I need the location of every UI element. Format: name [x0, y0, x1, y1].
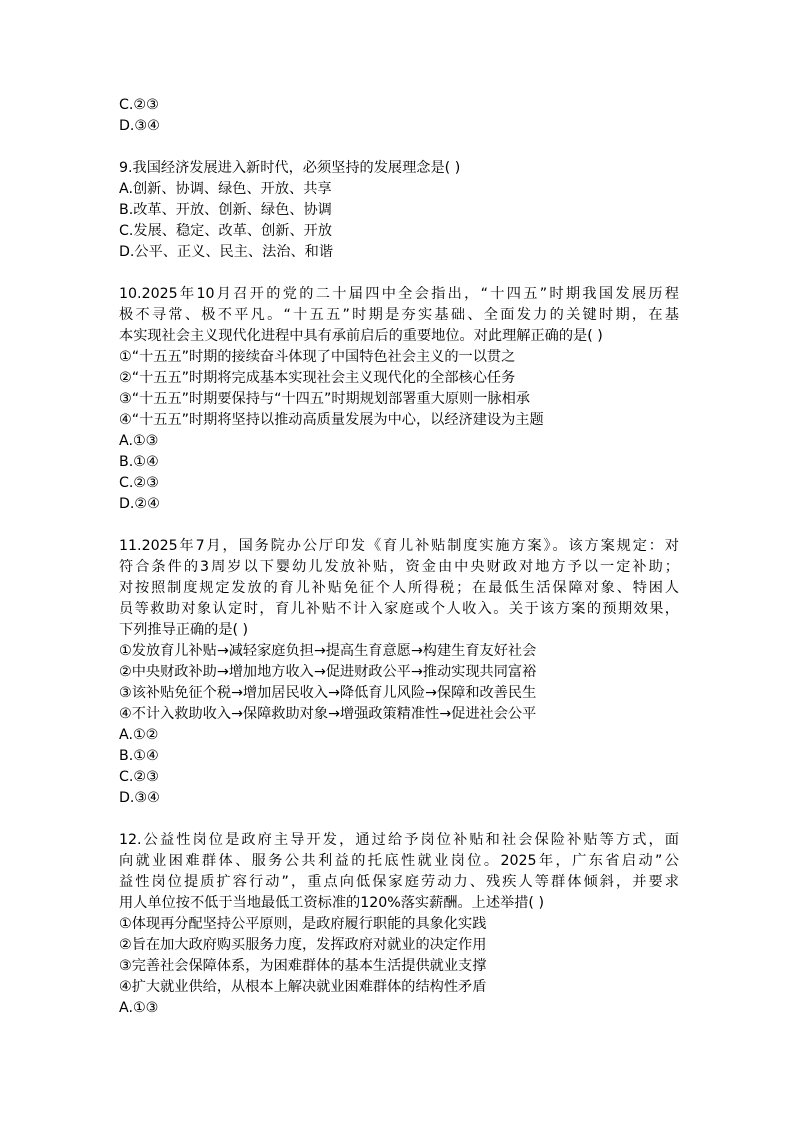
q10-statement-4: ④“十五五”时期将坚持以推动高质量发展为中心，以经济建设为主题 [119, 412, 544, 428]
q9-option-d: D.公平、正义、民主、法治、和谐 [119, 244, 334, 260]
q11-statement-1: ①发放育儿补贴→减轻家庭负担→提高生育意愿→构建生育友好社会 [119, 643, 537, 659]
question-9 [119, 158, 679, 263]
exam-page [119, 95, 679, 1040]
q12-stem-line-1: 12.公益性岗位是政府主导开发，通过给予岗位补贴和社会保险补贴等方式，面 [119, 832, 679, 848]
q11-option-a: A.①② [119, 727, 159, 743]
question-12 [119, 830, 679, 1019]
q9-option-a: A.创新、协调、绿色、开放、共享 [119, 181, 332, 197]
q10-stem-line-1: 10.2025年10月召开的党的二十届四中全会指出，“十四五”时期我国发展历程 [119, 286, 679, 302]
q8-option-d: D.③④ [119, 118, 160, 134]
q9-stem: 9.我国经济发展进入新时代，必须坚持的发展理念是( ) [119, 160, 461, 176]
q12-option-a: A.①③ [119, 1000, 159, 1016]
q10-stem-line-2: 极不寻常、极不平凡。“十五五”时期是夯实基础、全面发力的关键时期，在基 [119, 307, 679, 323]
q12-statement-3: ③完善社会保障体系，为困难群体的基本生活提供就业支撑 [119, 958, 487, 974]
q10-option-d: D.②④ [119, 496, 160, 512]
q11-option-c: C.②③ [119, 769, 159, 785]
question-8-tail [119, 95, 679, 137]
q10-option-b: B.①④ [119, 454, 159, 470]
q10-statement-1: ①“十五五”时期的接续奋斗体现了中国特色社会主义的一以贯之 [119, 349, 516, 365]
q8-option-c: C.②③ [119, 97, 159, 113]
q10-stem-line-3: 本实现社会主义现代化进程中具有承前启后的重要地位。对此理解正确的是( ) [119, 328, 603, 344]
question-10 [119, 284, 679, 515]
q10-statement-2: ②“十五五”时期将完成基本实现社会主义现代化的全部核心任务 [119, 370, 516, 386]
q11-stem-line-3: 对按照制度规定发放的育儿补贴免征个人所得税；在最低生活保障对象、特困人 [119, 580, 679, 596]
q9-option-b: B.改革、开放、创新、绿色、协调 [119, 202, 332, 218]
q12-statement-1: ①体现再分配坚持公平原则，是政府履行职能的具象化实践 [119, 916, 487, 932]
q12-stem-line-2: 向就业困难群体、服务公共利益的托底性就业岗位。2025年，广东省启动”公 [119, 853, 679, 869]
question-11 [119, 536, 679, 809]
q11-option-b: B.①④ [119, 748, 159, 764]
q11-statement-2: ②中央财政补助→增加地方收入→促进财政公平→推动实现共同富裕 [119, 664, 537, 680]
q10-option-a: A.①③ [119, 433, 159, 449]
q11-stem-line-4: 员等救助对象认定时，育儿补贴不计入家庭或个人收入。关于该方案的预期效果， [119, 601, 679, 617]
q9-option-c: C.发展、稳定、改革、创新、开放 [119, 223, 333, 239]
q11-statement-3: ③该补贴免征个税→增加居民收入→降低育儿风险→保障和改善民生 [119, 685, 537, 701]
q10-statement-3: ③“十五五”时期要保持与“十四五”时期规划部署重大原则一脉相承 [119, 391, 530, 407]
q12-statement-2: ②旨在加大政府购买服务力度，发挥政府对就业的决定作用 [119, 937, 487, 953]
q11-stem-line-1: 11.2025年7月，国务院办公厅印发《育儿补贴制度实施方案》。该方案规定：对 [119, 538, 679, 554]
q12-statement-4: ④扩大就业供给，从根本上解决就业困难群体的结构性矛盾 [119, 979, 487, 995]
q12-stem-line-4: 用人单位按不低于当地最低工资标准的120%落实薪酬。上述举措( ) [119, 895, 545, 911]
q11-stem-line-2: 符合条件的3周岁以下婴幼儿发放补贴，资金由中央财政对地方予以一定补助； [119, 559, 679, 575]
q12-stem-line-3: 益性岗位提质扩容行动”，重点向低保家庭劳动力、残疾人等群体倾斜，并要求 [119, 874, 679, 890]
q11-statement-4: ④不计入救助收入→保障救助对象→增强政策精准性→促进社会公平 [119, 706, 537, 722]
q11-option-d: D.③④ [119, 790, 160, 806]
q11-stem-line-5: 下列推导正确的是( ) [119, 622, 249, 638]
q10-option-c: C.②③ [119, 475, 159, 491]
